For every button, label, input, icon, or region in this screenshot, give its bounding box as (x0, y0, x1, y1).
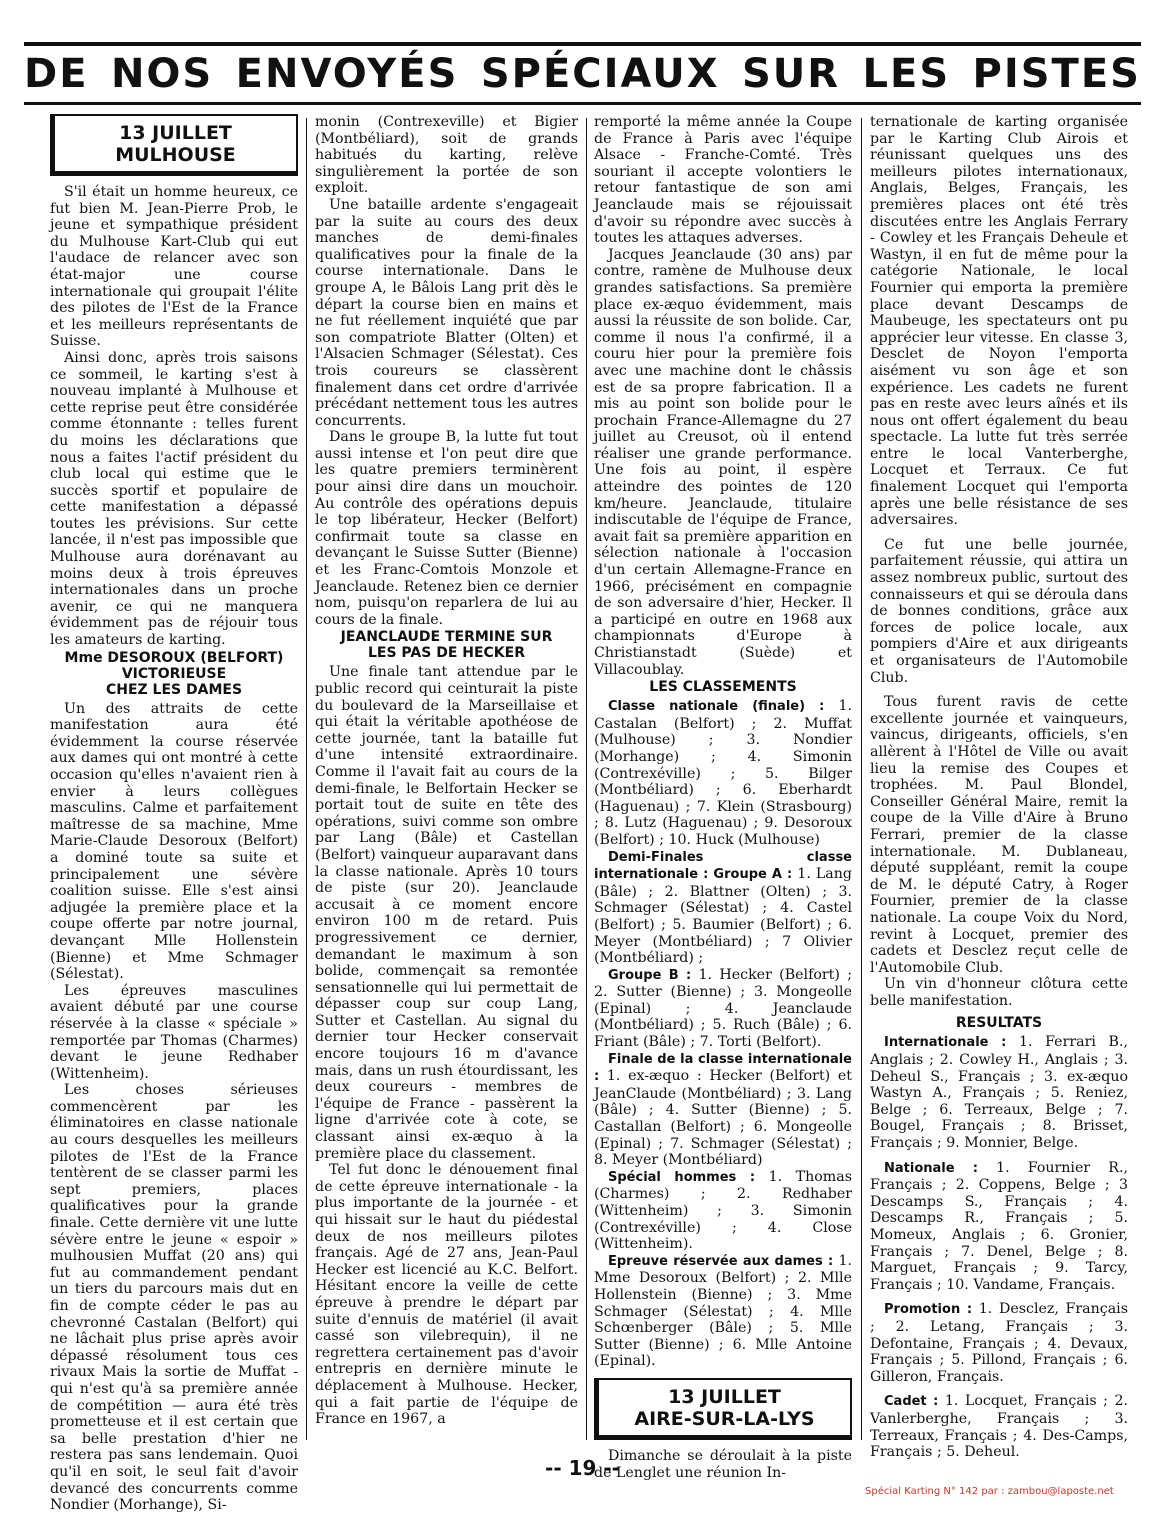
classement-label: Classe nationale (finale) : (608, 699, 825, 715)
article-column-4 (870, 114, 1128, 1461)
result-label: Cadet : (884, 1394, 939, 1410)
section-heading-mulhouse (50, 114, 298, 176)
paragraph: ternationale de karting organisée par le Karting Club Airois et réunissant quelques uns des meilleurs pilotes internationaux, Anglais, Belges, Français, les premières places ont été très discutées entre les Anglais Ferrary - Cowley et les Français Deheule et Wastyn, il en fut de même pour la catégorie Nationale, le local Fournier qui emporta la première place devant Descamps de Maubeuge, les spectateurs ont pu apprécier leur vitesse. En classe 3, Desclet de Noyon l'emporta aisément vu son âge et son expérience. Les cadets ne furent pas en reste avec leurs aînés et ils nous ont offert également du beau spectacle. La lutte fut très serrée entre le local Vanterberghe, Locquet et Terraux. Ce fut finalement Locquet qui l'emporta après une belle résistance de ses adversaires. (870, 114, 1128, 529)
banner-word: ENVOYÉS (235, 51, 459, 97)
classement-label: Finale de la classe internationale : (594, 1051, 852, 1085)
classement-text: 1. Castalan (Belfort) ; 2. Muffat (Mulhouse) ; 3. Nondier (Morhange) ; 4. Simonin (Contrexéville) ; 5. Bilger (Montbéliard) ; 6. Eberhardt (Haguenau) ; 7. Klein (Strasbourg) ; 8. Lutz (Haguenau) ; 9. Desoroux (Belfort) ; 10. Huck (Mulhouse) (594, 698, 852, 848)
column-divider (306, 118, 307, 1440)
paragraph: S'il était un homme heureux, ce fut bien M. Jean-Pierre Prob, le jeune et sympathique président du Mulhouse Kart-Club qui eut l'audace de relancer avec son état-major une course internationale qui groupait l'élite des pilotes de l'Est de la France et les meilleurs représentants de Suisse. (50, 184, 298, 350)
heading-line: AIRE-SUR-LA-LYS (634, 1407, 815, 1430)
paragraph: Tel fut donc le dénouement final de cette épreuve internationale - la plus importante de la journée - et qui hissait sur le haut du piédestal deux de nos meilleurs pilotes français. Agé de 27 ans, Jean-Paul Hecker est licencié au K.C. Belfort. Hésitant encore la veille de cette épreuve à prendre le départ par suite d'ennuis de matériel (il avait cassé son vilebrequin), il ne regrettera certainement pas d'avoir entrepris en dernière minute le déplacement à Mulhouse. Hecker, qui a fait partie de l'équipe de France en 1967, a (315, 1162, 578, 1428)
paragraph: remporté la même année la Coupe de France à Paris avec l'équipe Alsace - Franche-Comté. Très souriant il accepte volontiers le retour fantastique de son ami Jeanclaude mais se réjouissait d'avoir su répondre avec succès à toutes les attaques adverses. (594, 114, 852, 247)
classement-text: 1. ex-æquo : Hecker (Belfort) et JeanClaude (Montbéliard) ; 3. Lang (Bâle) ; 4. Sutter (Bienne) ; 5. Castallan (Belfort) ; 6. Mongeolle (Epinal) ; 7. Schmager (Sélestat) ; 8. Meyer (Montbéliard) (594, 1068, 852, 1169)
subheading-line: LES PAS DE HECKER (367, 645, 525, 662)
banner-word: PISTES (972, 51, 1141, 97)
classement-label: Epreuve réservée aux dames : (608, 1253, 834, 1269)
banner-word: DE (24, 51, 89, 97)
classement-entry (594, 1169, 852, 1253)
classements-heading: LES CLASSEMENTS (649, 679, 797, 696)
top-rule (24, 42, 1141, 46)
classement-text: 1. Thomas (Charmes) ; 2. Redhaber (Wittenheim) ; 3. Simonin (Contrexéville) ; 4. Close (Wittenheim). (594, 1168, 852, 1253)
result-text: 1. Locquet, Français ; 2. Vanlerberghe, Français ; 3. Terreaux, Français ; 4. Des-Camps, Français ; 5. Deheul. (870, 1393, 1128, 1461)
banner-word: SUR (741, 51, 841, 97)
article-column-1 (50, 114, 298, 1514)
paragraph: Ce fut une belle journée, parfaitement réussie, qui attira un assez nombreux public, surtout des connaisseurs et qui se déroula dans de bonnes conditions, grâce aux forces de police locale, aux pompiers d'Aire et aux dirigeants et organisateurs de l'Automobile Club. (870, 536, 1128, 686)
page-number: -- 19 -- (545, 1456, 620, 1480)
result-label: Internationale : (884, 1035, 1007, 1051)
result-label: Promotion : (884, 1302, 973, 1318)
paragraph: monin (Contrexeville) et Bigier (Montbéliard), soit de grands habitués du karting, relève singulièrement la portée de son exploit. (315, 114, 578, 197)
paragraph: Dans le groupe B, la lutte fut tout aussi intense et l'on peut dire que les quatre premiers terminèrent pour ainsi dire dans un mouchoir. Au contrôle des opérations depuis le top libérateur, Hecker (Belfort) confirmait toute sa classe en devançant le Suisse Sutter (Bienne) et les Franc-Comtois Monzole et Jeanclaude. Retenez bien ce dernier nom, puisqu'on reparlera de lui au cours de la finale. (315, 429, 578, 628)
page-banner (24, 50, 1141, 98)
result-entry (870, 1393, 1128, 1460)
paragraph: Un des attraits de cette manifestation aura été évidemment la course réservée aux dames qui ont montré à cette occasion qu'elles n'avaient rien à envier à leurs collègues masculins. Calme et parfaitement maîtresse de sa machine, Mme Marie-Claude Desoroux (Belfort) a dominé toute sa suite et principalement une sévère coalition suisse. Elle s'est ainsi adjugée la première place et la coupe offerte par notre journal, devançant Mlle Hollenstein (Bienne) et Mme Schmager (Sélestat). (50, 700, 298, 983)
section-heading-aire-sur-la-lys (594, 1378, 852, 1440)
result-label: Nationale : (884, 1160, 978, 1176)
article-column-3 (594, 114, 853, 1481)
article-column-2 (315, 114, 578, 1450)
paragraph: Un vin d'honneur clôtura cette belle manifestation. (870, 976, 1128, 1009)
subheading-line: CHEZ LES DAMES (105, 681, 243, 698)
banner-word: LES (862, 51, 951, 97)
heading-line: 13 JUILLET (119, 122, 232, 144)
classement-entry (594, 698, 852, 848)
subheading (50, 650, 298, 698)
subheading-line: Mme DESOROUX (BELFORT) (64, 649, 284, 666)
classement-label: Demi-Finales classe internationale : Groupe A : (594, 849, 852, 883)
classement-text: 1. Lang (Bâle) ; 2. Blattner (Olten) ; 3. Schmager (Sélestat) ; 4. Castel (Belfort) ; 5. Baumier (Belfort) ; 6. Meyer (Montbéliard) ; 7 Olivier (Montbéliard) ; (594, 866, 852, 967)
result-text: 1. Ferrari B., Anglais ; 2. Cowley H., Anglais ; 3. Deheul S., Français ; 3. ex-æquo Wastyn A., Français ; 5. Reniez, Belge ; 6. Terreaux, Belge ; 7. Bougel, Français ; 8. Brisset, Français ; 9. Monnier, Belge. (870, 1034, 1128, 1152)
paragraph: Jacques Jeanclaude (30 ans) par contre, ramène de Mulhouse deux grandes satisfactions. Sa première place ex-æquo évidemment, mais aussi la réussite de son bolide. Car, comme il nous l'a confirmé, il a couru hier pour la première fois avec une machine dont le châssis est de sa propre fabrication. Il a mis au point son bolide pour le prochain France-Allemagne du 27 juillet au Creusot, où il entend réaliser une grande performance. Une fois au point, il espère atteindre des pointes de 120 km/heure. Jeanclaude, titulaire indiscutable de l'équipe de France, avait fait sa première apparition en sélection nationale à l'occasion d'un certain Allemagne-France en 1966, précisément en compagnie de son adversaire d'hier, Hecker. Il a participé en outre en 1968 aux championnats d'Europe à Christianstadt (Suède) et Villacoublay. (594, 246, 852, 678)
classement-entry (594, 1051, 852, 1169)
banner-rule (24, 102, 1141, 105)
result-entry (870, 1301, 1128, 1385)
heading-line: MULHOUSE (115, 144, 236, 166)
classement-entry (594, 1253, 852, 1370)
subheading-line: VICTORIEUSE (121, 665, 227, 682)
banner-word: SPÉCIAUX (480, 51, 720, 97)
paragraph: Tous furent ravis de cette excellente journée et vainqueurs, vaincus, dirigeants, officiels, s'en allèrent à l'Hôtel de Ville ou avait lieu la remise des Coupes et trophées. M. Paul Blondel, Conseiller Général Maire, remit la coupe de la Ville d'Aire à Bruno Ferrari, premier de la classe internationale. M. Dublaneau, député suppléant, remit la coupe de M. le député Catry, à Roger Fournier, premier de la classe nationale. La coupe Voix du Nord, revint à Locquet, premier des cadets et Desclez reçut celle de l'Automobile Club. (870, 694, 1128, 976)
scan-credit: Spécial Karting N° 142 par : zambou@laposte.net (865, 1486, 1114, 1497)
result-text: 1. Desclez, Français ; 2. Letang, Français ; 3. Defontaine, Français ; 4. Devaux, Français ; 5. Pillond, Français ; 6. Gilleron, Français. (870, 1301, 1128, 1385)
classement-entry (594, 967, 852, 1051)
classement-label: Groupe B : (608, 967, 692, 983)
subheading-line: JEANCLAUDE TERMINE SUR (340, 629, 553, 646)
result-entry (870, 1034, 1128, 1151)
paragraph: Dimanche se déroulait à la piste de Lenglet une réunion In- (594, 1447, 852, 1481)
heading-line: 13 JUILLET (668, 1385, 781, 1408)
banner-word: NOS (110, 51, 214, 97)
results-heading: RESULTATS (955, 1015, 1043, 1032)
classement-entry (594, 849, 852, 967)
column-divider (586, 118, 587, 1440)
result-text: 1. Fournier R., Français ; 2. Coppens, Belge ; 3 Descamps S., Français ; 4. Descamps R., Français ; 5. Momeux, Anglais ; 6. Gronier, Français ; 7. Denel, Belge ; 8. Marguet, Français ; 9. Tarcy, Français ; 10. Vandame, Français. (870, 1159, 1128, 1293)
result-entry (870, 1160, 1128, 1294)
paragraph: Une finale tant attendue par le public record qui ceinturait la piste du boulevard de la Marseillaise et qui était la véritable apothéose de cette journée, tant la bataille fut d'une intensité extraordinaire. Comme il l'avait fait au cours de la demi-finale, le Belfortain Hecker se portait tout de suite en tête des opérations, suivi comme son ombre par Lang (Bâle) et Castellan (Belfort) vainqueur auparavant dans la classe nationale. Après 10 tours de piste (sur 20). Jeanclaude accusait à ce moment encore environ 100 m de retard. Puis progressivement ce dernier, demandant le maximum à son bolide, commençait sa remontée sensationnelle qui lui permettait de dépasser coup sur coup Lang, Sutter et Castellan. Au signal du dernier tour Hecker conservait encore toujours 16 m d'avance mais, dans un rush étourdissant, les deux coureurs - membres de l'équipe de France - passèrent la ligne d'arrivée cote à cote, se classant ainsi ex-æquo à la première place du classement. (315, 664, 578, 1162)
classement-label: Spécial hommes : (608, 1169, 756, 1185)
column-divider (861, 118, 862, 1440)
classement-text: 1. Mme Desoroux (Belfort) ; 2. Mlle Hollenstein (Bienne) ; 3. Mme Schmager (Sélestat) ; 4. Mlle Schœnberger (Bâle) ; 5. Mlle Sutter (Bienne) ; 6. Mlle Antoine (Epinal). (594, 1252, 853, 1370)
paragraph: Ainsi donc, après trois saisons ce sommeil, le karting s'est à nouveau implanté à Mulhouse et cette reprise peut être considérée comme étonnante : telles furent du moins les déclarations que nous a faites l'actif président du club local qui estime que le succès sportif et populaire de cette manifestation a dépassé toutes les prévisions. Sur cette lancée, il n'est pas impossible que Mulhouse aura dorénavant au moins deux à trois épreuves internationales dans un proche avenir, ce qui ne manquera évidemment pas de réjouir tous les amateurs de karting. (50, 349, 298, 649)
classement-text: 1. Hecker (Belfort) ; 2. Sutter (Bienne) ; 3. Mongeolle (Epinal) ; 4. Jeanclaude (Montbéliard) ; 5. Ruch (Bâle) ; 6. Friant (Bâle) ; 7. Torti (Belfort). (594, 966, 852, 1051)
subheading (315, 629, 578, 661)
paragraph: Une bataille ardente s'engageait par la suite au cours des deux manches de demi-finales qualificatives pour la finale de la course internationale. Dans le groupe A, le Bâlois Lang prit dès le départ la course bien en mains et ne fut réellement inquiété que par son compatriote Blatter (Olten) et l'Alsacien Schmager (Sélestat). Ces trois coureurs se classèrent finalement dans cet ordre d'arrivée précédant nettement tous les autres concurrents. (315, 196, 578, 429)
paragraph: Les épreuves masculines avaient débuté par une course réservée à la classe « spéciale » remportée par Thomas (Charmes) devant le jeune Redhaber (Wittenheim). (50, 982, 298, 1082)
paragraph: Les choses sérieuses commencèrent par les éliminatoires en classe nationale au cours desquelles les meilleurs pilotes de l'Est de la France tentèrent de se classer parmi les sept premiers, places qualificatives pour la grande finale. Cette dernière vit une lutte sévère entre le jeune « espoir » mulhousien Muffat (20 ans) qui fut au commandement pendant un tiers du parcours mais dut en fin de compte céder le pas au chevronné Castalan (Belfort) qui ne lâchait plus prise après avoir dépassé résolument tous ces rivaux Mais la sortie de Muffat - qui n'est qu'à sa première année de compétition — aura été très prometteuse et il est certain que sa belle prestation d'hier ne restera pas sans lendemain. Quoi qu'il en soit, le seul fait d'avoir devancé des concurrents comme Nondier (Morhange), Si- (50, 1082, 298, 1514)
